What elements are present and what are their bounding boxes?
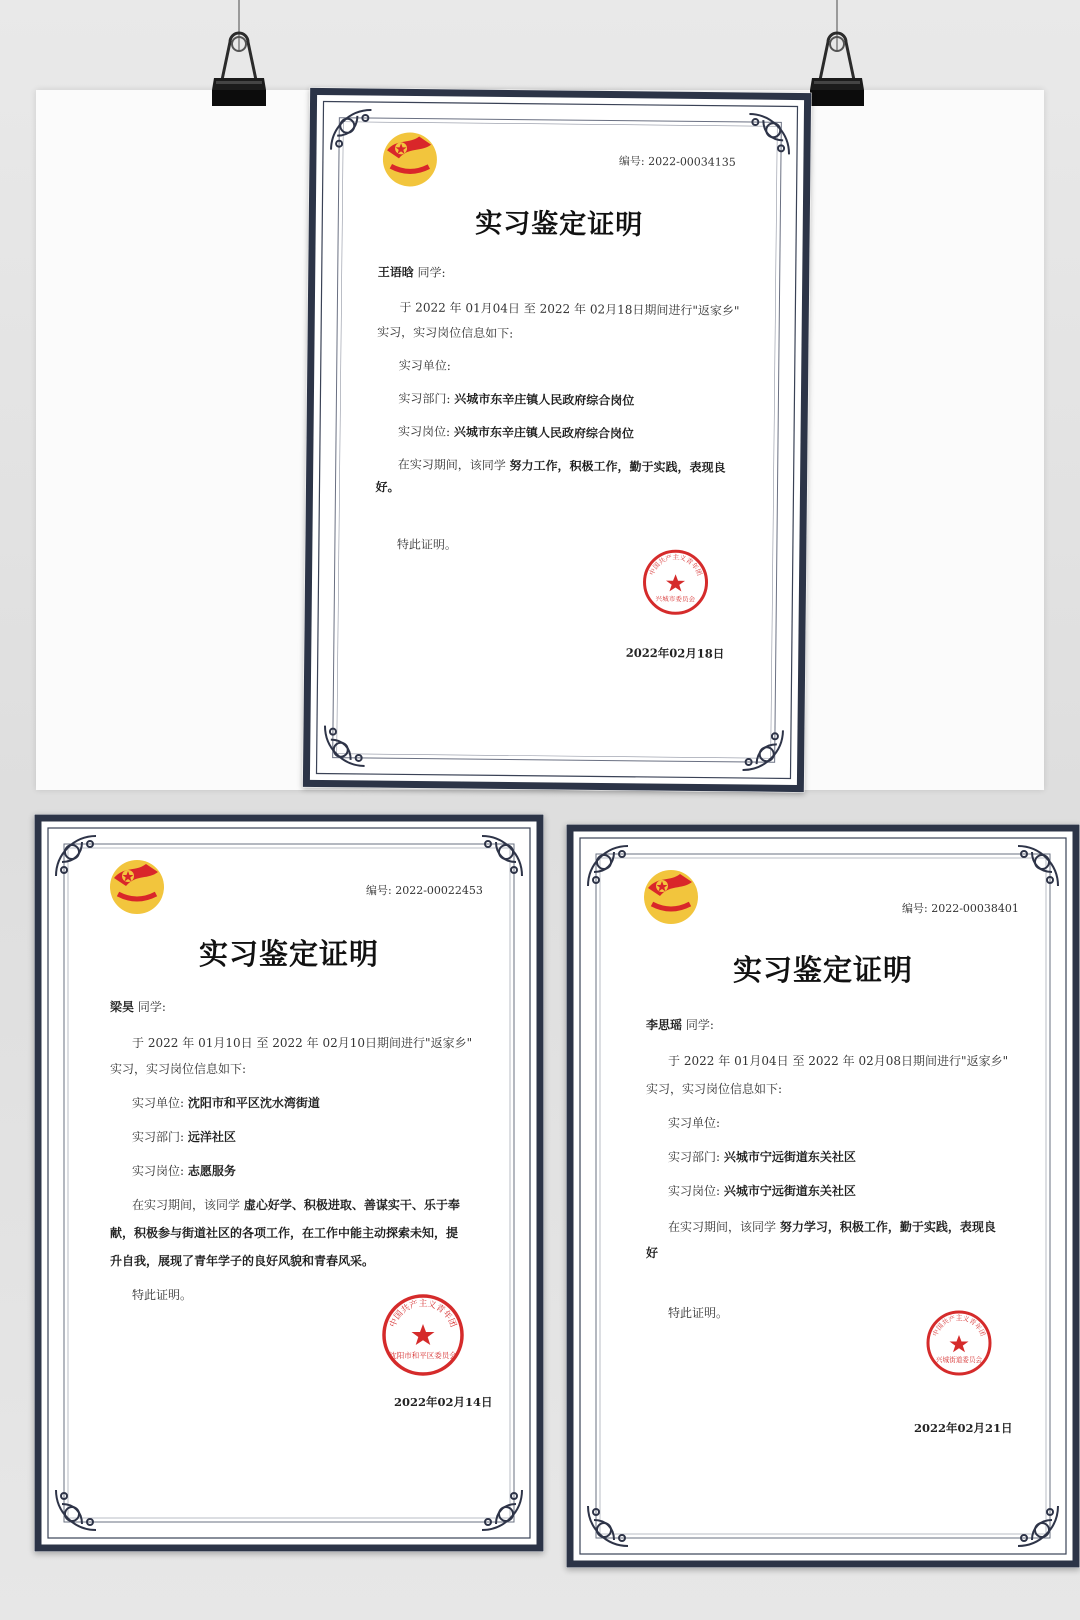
youth-league-emblem-icon — [106, 854, 168, 916]
svg-text:中国共产主义青年团 — [647, 552, 705, 578]
issue-date: 2022年02月18日 — [625, 645, 725, 661]
end-date: 02月10日 — [322, 1036, 378, 1050]
period-prefix: 于 — [399, 300, 412, 315]
evaluation-line — [668, 1218, 996, 1235]
period-suffix: 期间进行"返家乡" — [377, 1036, 473, 1050]
intro-line: 实习，实习岗位信息如下: — [646, 1082, 783, 1096]
evaluation-line — [110, 1224, 458, 1241]
end-year: 2022 — [808, 1054, 839, 1068]
unit-label: 实习单位: — [132, 1096, 185, 1110]
start-year: 2022 — [415, 300, 446, 315]
unit-line — [132, 1094, 320, 1111]
end-date: 02月18日 — [589, 302, 645, 317]
binder-clip-icon — [806, 28, 868, 108]
dept-line — [132, 1128, 236, 1145]
student-line — [110, 998, 166, 1015]
student-suffix: 同学: — [417, 265, 446, 280]
closing-line: 特此证明。 — [668, 1306, 729, 1320]
student-name: 梁昊 — [110, 1000, 135, 1014]
certificate-title: 实习鉴定证明 — [732, 953, 913, 987]
dept-value: 兴城市宁远街道东关社区 — [723, 1150, 856, 1164]
official-seal — [640, 547, 711, 618]
start-year-suffix: 年 — [449, 300, 462, 315]
certificate-2 — [34, 814, 544, 1552]
post-label: 实习岗位: — [132, 1164, 185, 1178]
period-prefix: 于 — [668, 1054, 681, 1068]
period-prefix: 于 — [132, 1036, 145, 1050]
intro-line: 实习，实习岗位信息如下: — [110, 1062, 247, 1076]
closing-line: 特此证明。 — [396, 537, 457, 552]
dept-line — [398, 389, 634, 408]
start-year-suffix: 年 — [718, 1054, 731, 1068]
seal-top-text: 中国共产主义青年团 — [647, 553, 704, 578]
student-name: 王语晗 — [377, 265, 414, 280]
svg-text:中国共产主义青年团 — [930, 1313, 988, 1338]
end-year: 2022 — [272, 1036, 303, 1050]
seal-bottom-text: 兴城市委员会 — [655, 595, 696, 604]
period-line — [668, 1052, 1008, 1069]
youth-league-emblem-icon — [640, 864, 702, 926]
number-value: 2022-00034135 — [648, 154, 736, 169]
certificate-number — [366, 882, 483, 898]
number-label: 编号: — [366, 884, 392, 897]
eval-text: 升自我，展现了青年学子的良好风貌和青春风采。 — [110, 1254, 375, 1268]
eval-text: 好。 — [375, 480, 400, 495]
eval-text: 献，积极参与街道社区的各项工作，在工作中能主动探索未知，提 — [110, 1226, 459, 1240]
intro-line: 实习，实习岗位信息如下: — [377, 325, 514, 341]
evaluation-line — [110, 1252, 374, 1269]
number-value: 2022-00022453 — [395, 884, 483, 897]
end-year-suffix: 年 — [306, 1036, 319, 1050]
to-word: 至 — [256, 1036, 269, 1050]
unit-label: 实习单位: — [668, 1116, 721, 1130]
evaluation-line — [398, 455, 726, 475]
end-year-suffix: 年 — [573, 302, 587, 317]
eval-text: 努力学习，积极工作，勤于实践，表现良 — [779, 1220, 996, 1234]
certificate-number — [619, 153, 736, 170]
start-date: 01月04日 — [734, 1054, 789, 1068]
seal-star-icon — [666, 574, 685, 591]
issue-date: 2022年02月14日 — [394, 1395, 493, 1409]
certificate-number — [902, 900, 1019, 916]
post-value: 兴城市宁远街道东关社区 — [723, 1184, 856, 1198]
eval-text: 好 — [646, 1246, 659, 1260]
seal-star-icon — [950, 1335, 969, 1352]
start-year: 2022 — [147, 1036, 179, 1050]
evaluation-line — [375, 478, 399, 495]
eval-prefix: 在实习期间，该同学 — [397, 457, 506, 473]
dept-label: 实习部门: — [132, 1130, 185, 1144]
period-line — [399, 298, 739, 319]
dept-label: 实习部门: — [668, 1150, 721, 1164]
issue-date: 2022年02月21日 — [914, 1421, 1013, 1435]
binder-clip-icon — [208, 28, 270, 108]
number-label: 编号: — [902, 902, 928, 915]
start-year-suffix: 年 — [182, 1036, 195, 1050]
student-suffix: 同学: — [137, 1000, 166, 1014]
dept-value: 兴城市东辛庄镇人民政府综合岗位 — [454, 391, 635, 408]
period-line — [132, 1034, 472, 1051]
student-line — [646, 1016, 714, 1033]
student-suffix: 同学: — [685, 1018, 714, 1032]
end-year: 2022 — [539, 301, 571, 317]
eval-prefix: 在实习期间，该同学 — [132, 1198, 241, 1212]
to-word: 至 — [792, 1054, 805, 1068]
post-line — [398, 422, 634, 441]
period-suffix: 期间进行"返家乡" — [913, 1054, 1009, 1068]
eval-text: 努力工作，积极工作，勤于实践，表现良 — [509, 458, 726, 475]
unit-line — [399, 356, 451, 374]
seal-top-text: 中国共产主义青年团 — [931, 1314, 987, 1338]
start-year: 2022 — [683, 1054, 715, 1068]
start-date: 01月04日 — [465, 301, 521, 316]
official-seal — [924, 1308, 994, 1378]
period-suffix: 期间进行"返家乡" — [644, 302, 740, 318]
youth-league-emblem-icon — [379, 126, 442, 189]
unit-label: 实习单位: — [398, 358, 451, 373]
seal-top-text: 中国共产主义青年团 — [388, 1299, 458, 1329]
post-label: 实习岗位: — [398, 424, 451, 439]
evaluation-line — [132, 1196, 460, 1213]
number-value: 2022-00038401 — [931, 902, 1019, 915]
eval-text: 虚心好学、积极进取、善谋实干、乐于奉 — [243, 1198, 460, 1212]
number-label: 编号: — [618, 154, 645, 168]
closing-line: 特此证明。 — [132, 1288, 193, 1302]
dept-line — [668, 1148, 856, 1165]
end-year-suffix: 年 — [842, 1054, 855, 1068]
certificate-3 — [566, 824, 1080, 1568]
post-line — [668, 1182, 856, 1199]
to-word: 至 — [523, 301, 536, 316]
eval-prefix: 在实习期间，该同学 — [668, 1220, 777, 1234]
post-line — [132, 1162, 236, 1179]
post-label: 实习岗位: — [668, 1184, 721, 1198]
certificate-1 — [302, 87, 811, 792]
post-value: 兴城市东辛庄镇人民政府综合岗位 — [453, 424, 635, 441]
dept-value: 远洋社区 — [187, 1130, 236, 1144]
seal-star-icon — [412, 1324, 435, 1345]
seal-bottom-text: 兴城街道委员会 — [935, 1356, 983, 1364]
student-line — [378, 263, 446, 281]
certificate-title: 实习鉴定证明 — [475, 208, 644, 241]
unit-line — [668, 1114, 720, 1131]
start-date: 01月10日 — [198, 1036, 253, 1050]
unit-value: 沈阳市和平区沈水湾街道 — [187, 1096, 320, 1110]
post-value: 志愿服务 — [187, 1164, 236, 1178]
student-name: 李思瑶 — [646, 1018, 683, 1032]
seal-bottom-text: 沈阳市和平区委员会 — [389, 1351, 457, 1360]
end-date: 02月08日 — [858, 1054, 914, 1068]
official-seal — [380, 1292, 466, 1378]
dept-label: 实习部门: — [398, 391, 451, 406]
evaluation-line — [646, 1244, 658, 1261]
certificate-title: 实习鉴定证明 — [198, 937, 379, 971]
